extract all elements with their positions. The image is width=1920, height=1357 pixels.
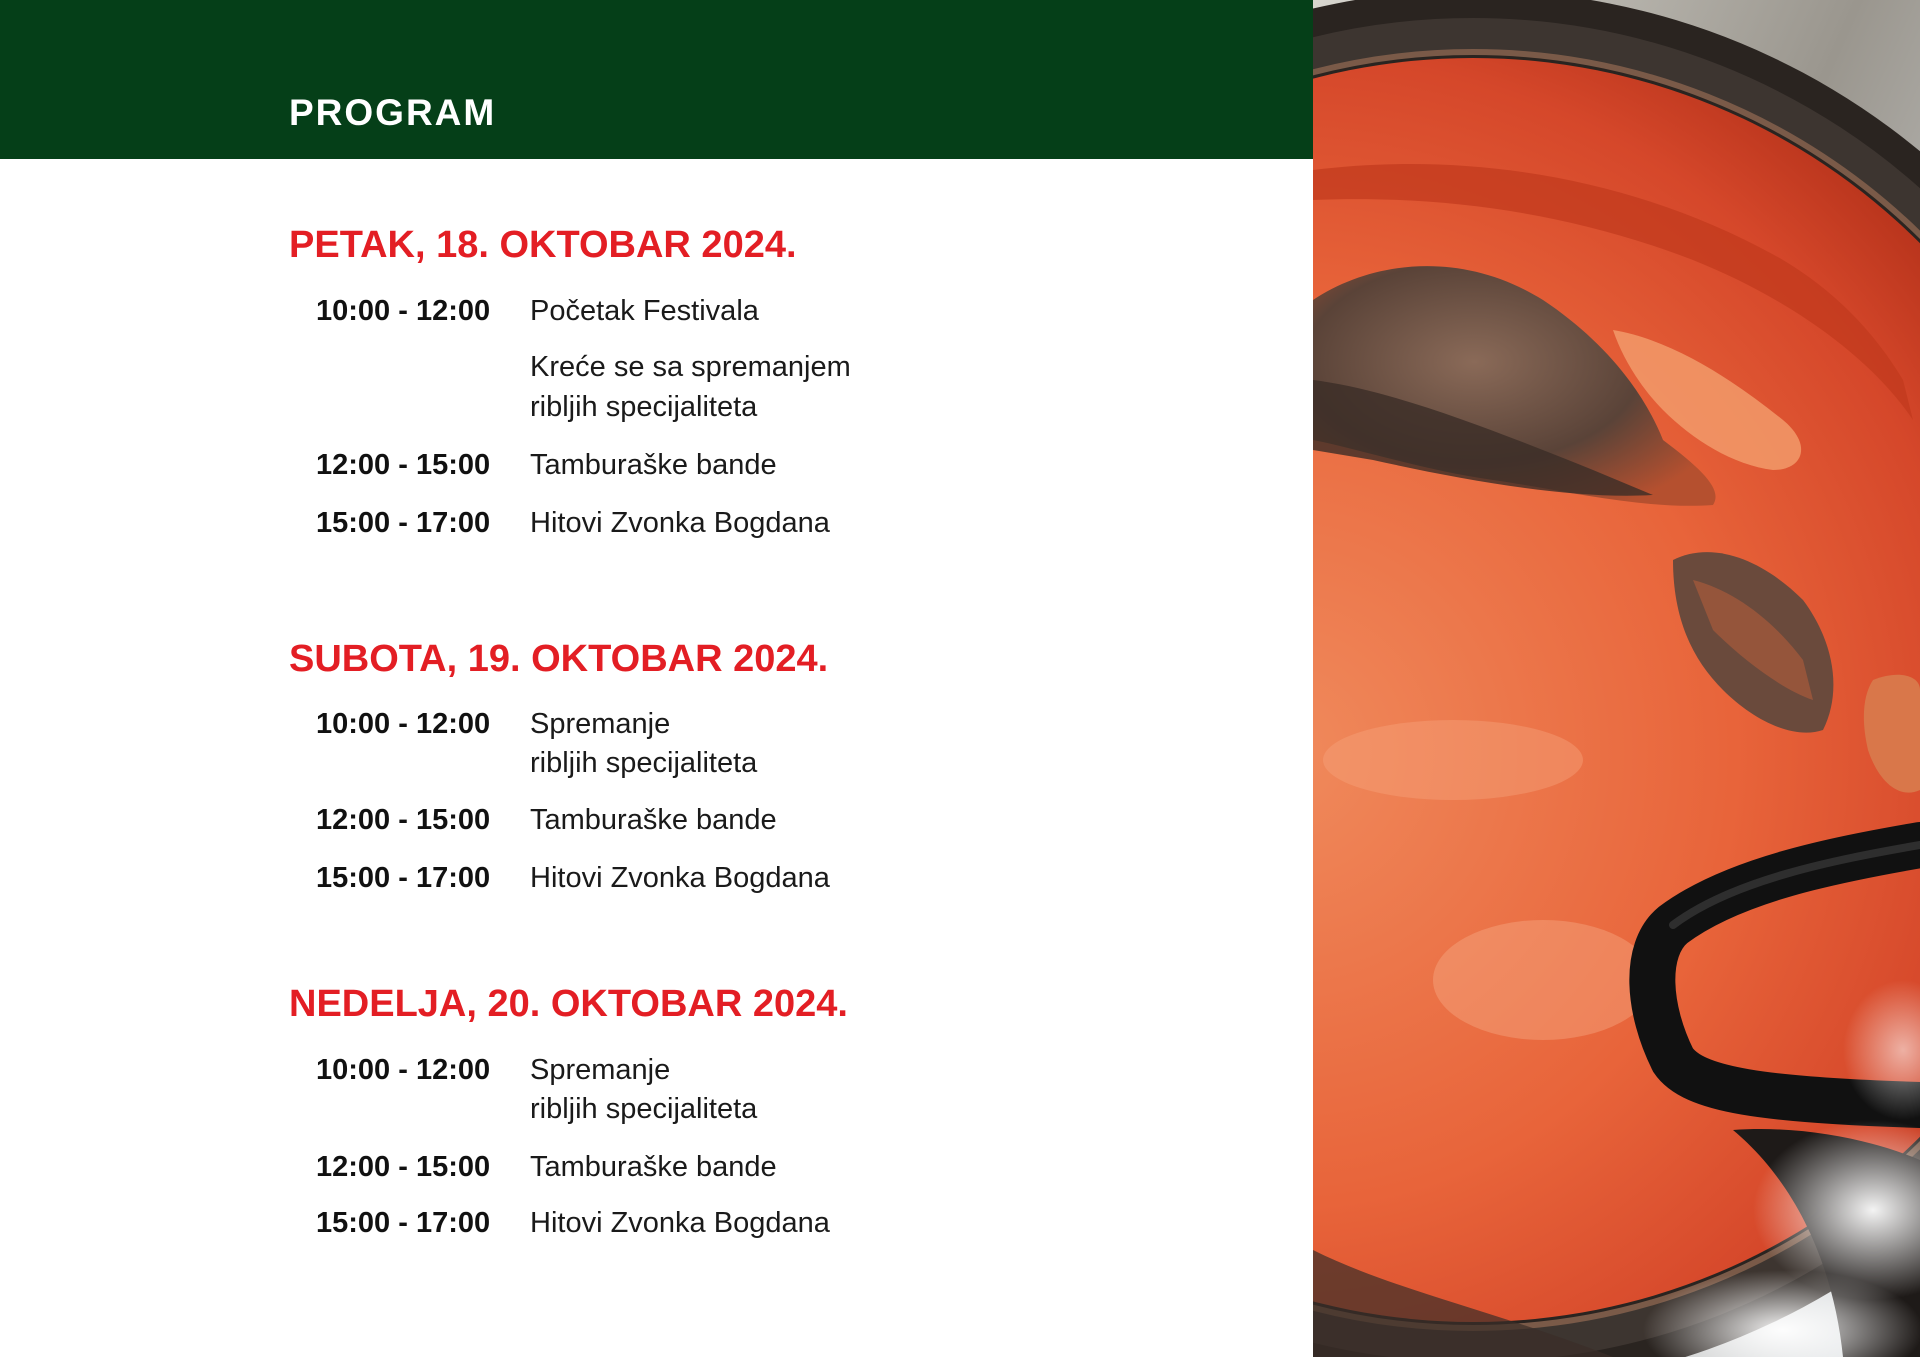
- event-time: 12:00 - 15:00: [316, 1151, 491, 1183]
- fish-stew-photo: [1313, 0, 1920, 1357]
- event-description: Tamburaške bande: [530, 449, 777, 481]
- event-description: Hitovi Zvonka Bogdana: [530, 507, 830, 539]
- event-description: Hitovi Zvonka Bogdana: [530, 1207, 830, 1239]
- event-time: 10:00 - 12:00: [316, 1054, 491, 1086]
- event-description: Spremanje: [530, 708, 671, 740]
- event-time: 12:00 - 15:00: [316, 804, 491, 836]
- event-description: ribljih specijaliteta: [530, 391, 758, 423]
- event-description: Tamburaške bande: [530, 804, 777, 836]
- event-description: Spremanje: [530, 1054, 671, 1086]
- event-time: 15:00 - 17:00: [316, 862, 491, 894]
- event-description: ribljih specijaliteta: [530, 747, 758, 779]
- day-title: SUBOTA, 19. OKTOBAR 2024.: [289, 638, 829, 680]
- event-description: Tamburaške bande: [530, 1151, 777, 1183]
- soup-reflection: [1433, 920, 1653, 1040]
- event-description: ribljih specijaliteta: [530, 1093, 758, 1125]
- fish-stew-pot-image: [1313, 0, 1920, 1357]
- event-time: 15:00 - 17:00: [316, 1207, 491, 1239]
- day-title: PETAK, 18. OKTOBAR 2024.: [289, 224, 797, 266]
- header-band: [0, 0, 1313, 159]
- event-time: 10:00 - 12:00: [316, 708, 491, 740]
- day-title: NEDELJA, 20. OKTOBAR 2024.: [289, 983, 848, 1025]
- event-time: 15:00 - 17:00: [316, 507, 491, 539]
- soup-reflection: [1323, 720, 1583, 800]
- event-time: 10:00 - 12:00: [316, 295, 491, 327]
- event-description: Početak Festivala: [530, 295, 759, 327]
- event-time: 12:00 - 15:00: [316, 449, 491, 481]
- event-description: Hitovi Zvonka Bogdana: [530, 862, 830, 894]
- page-title: PROGRAM: [289, 92, 497, 133]
- event-description: Kreće se sa spremanjem: [530, 351, 851, 383]
